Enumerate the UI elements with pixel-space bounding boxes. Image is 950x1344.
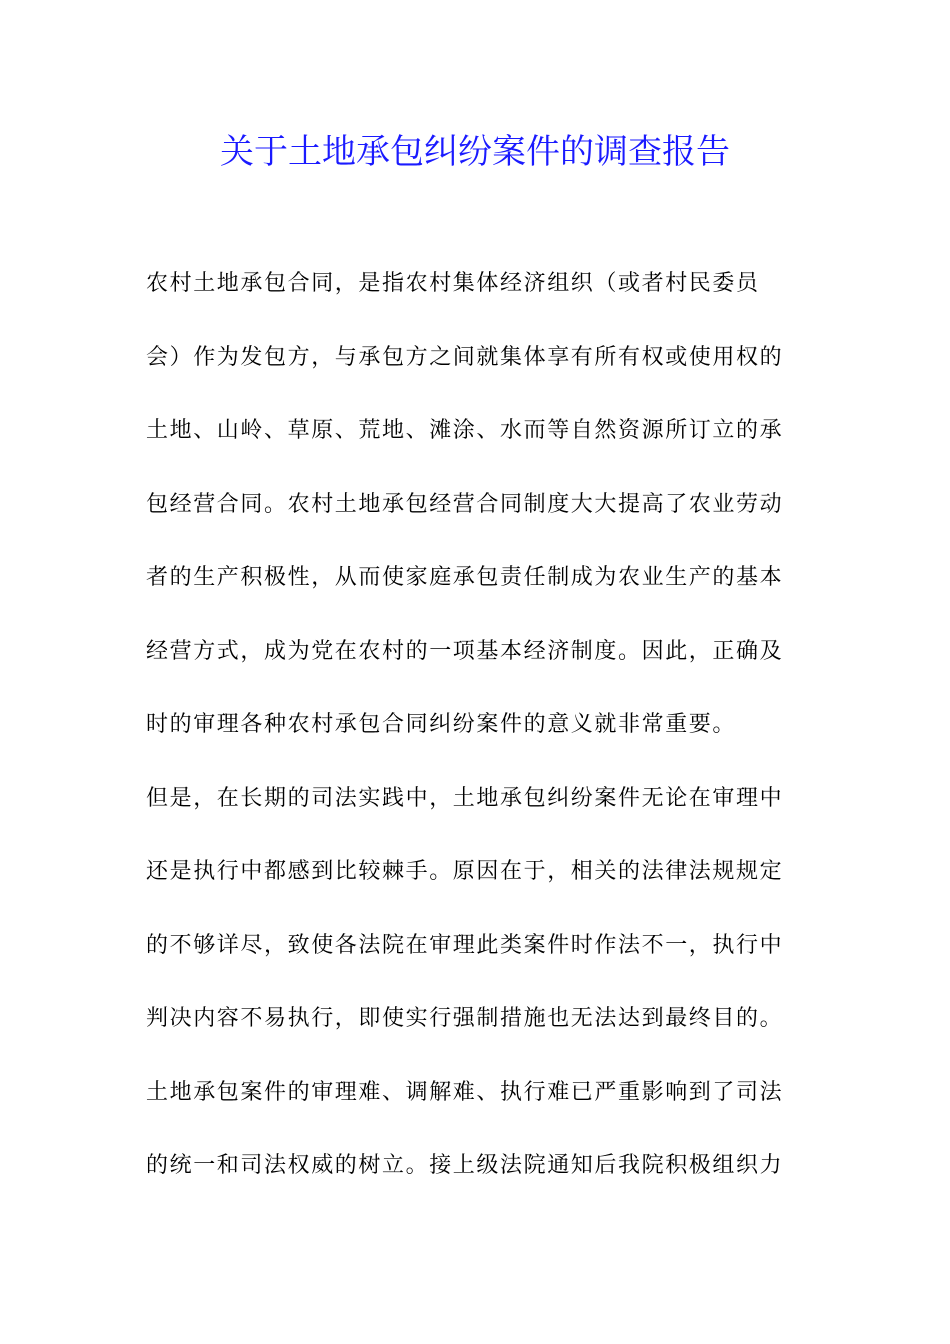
body-line: 判决内容不易执行，即使实行强制措施也无法达到最终目的。 [146, 1006, 784, 1031]
body-line: 者的生产积极性，从而使家庭承包责任制成为农业生产的基本 [146, 565, 784, 590]
body-line: 的统一和司法权威的树立。接上级法院通知后我院积极组织力 [146, 1153, 784, 1178]
body-line: 的不够详尽，致使各法院在审理此类案件时作法不一，执行中 [146, 932, 784, 958]
body-line: 土地承包案件的审理难、调解难、执行难已严重影响到了司法 [146, 1079, 784, 1105]
body-line: 时的审理各种农村承包合同纠纷案件的意义就非常重要。 [146, 712, 737, 737]
body-line: 还是执行中都感到比较棘手。原因在于，相关的法律法规规定 [146, 859, 784, 884]
document-title: 关于土地承包纠纷案件的调查报告 [220, 132, 730, 172]
document-body [146, 261, 806, 1217]
body-line: 但是，在长期的司法实践中，土地承包纠纷案件无论在审理中 [146, 785, 784, 811]
body-line: 土地、山岭、草原、荒地、滩涂、水而等自然资源所订立的承 [146, 418, 784, 443]
body-line: 包经营合同。农村土地承包经营合同制度大大提高了农业劳动 [146, 491, 784, 517]
body-line: 会）作为发包方，与承包方之间就集体享有所有权或使用权的 [146, 344, 784, 370]
body-line: 农村土地承包合同，是指农村集体经济组织（或者村民委员 [146, 271, 760, 296]
body-line: 经营方式，成为党在农村的一项基本经济制度。因此，正确及 [146, 638, 784, 664]
